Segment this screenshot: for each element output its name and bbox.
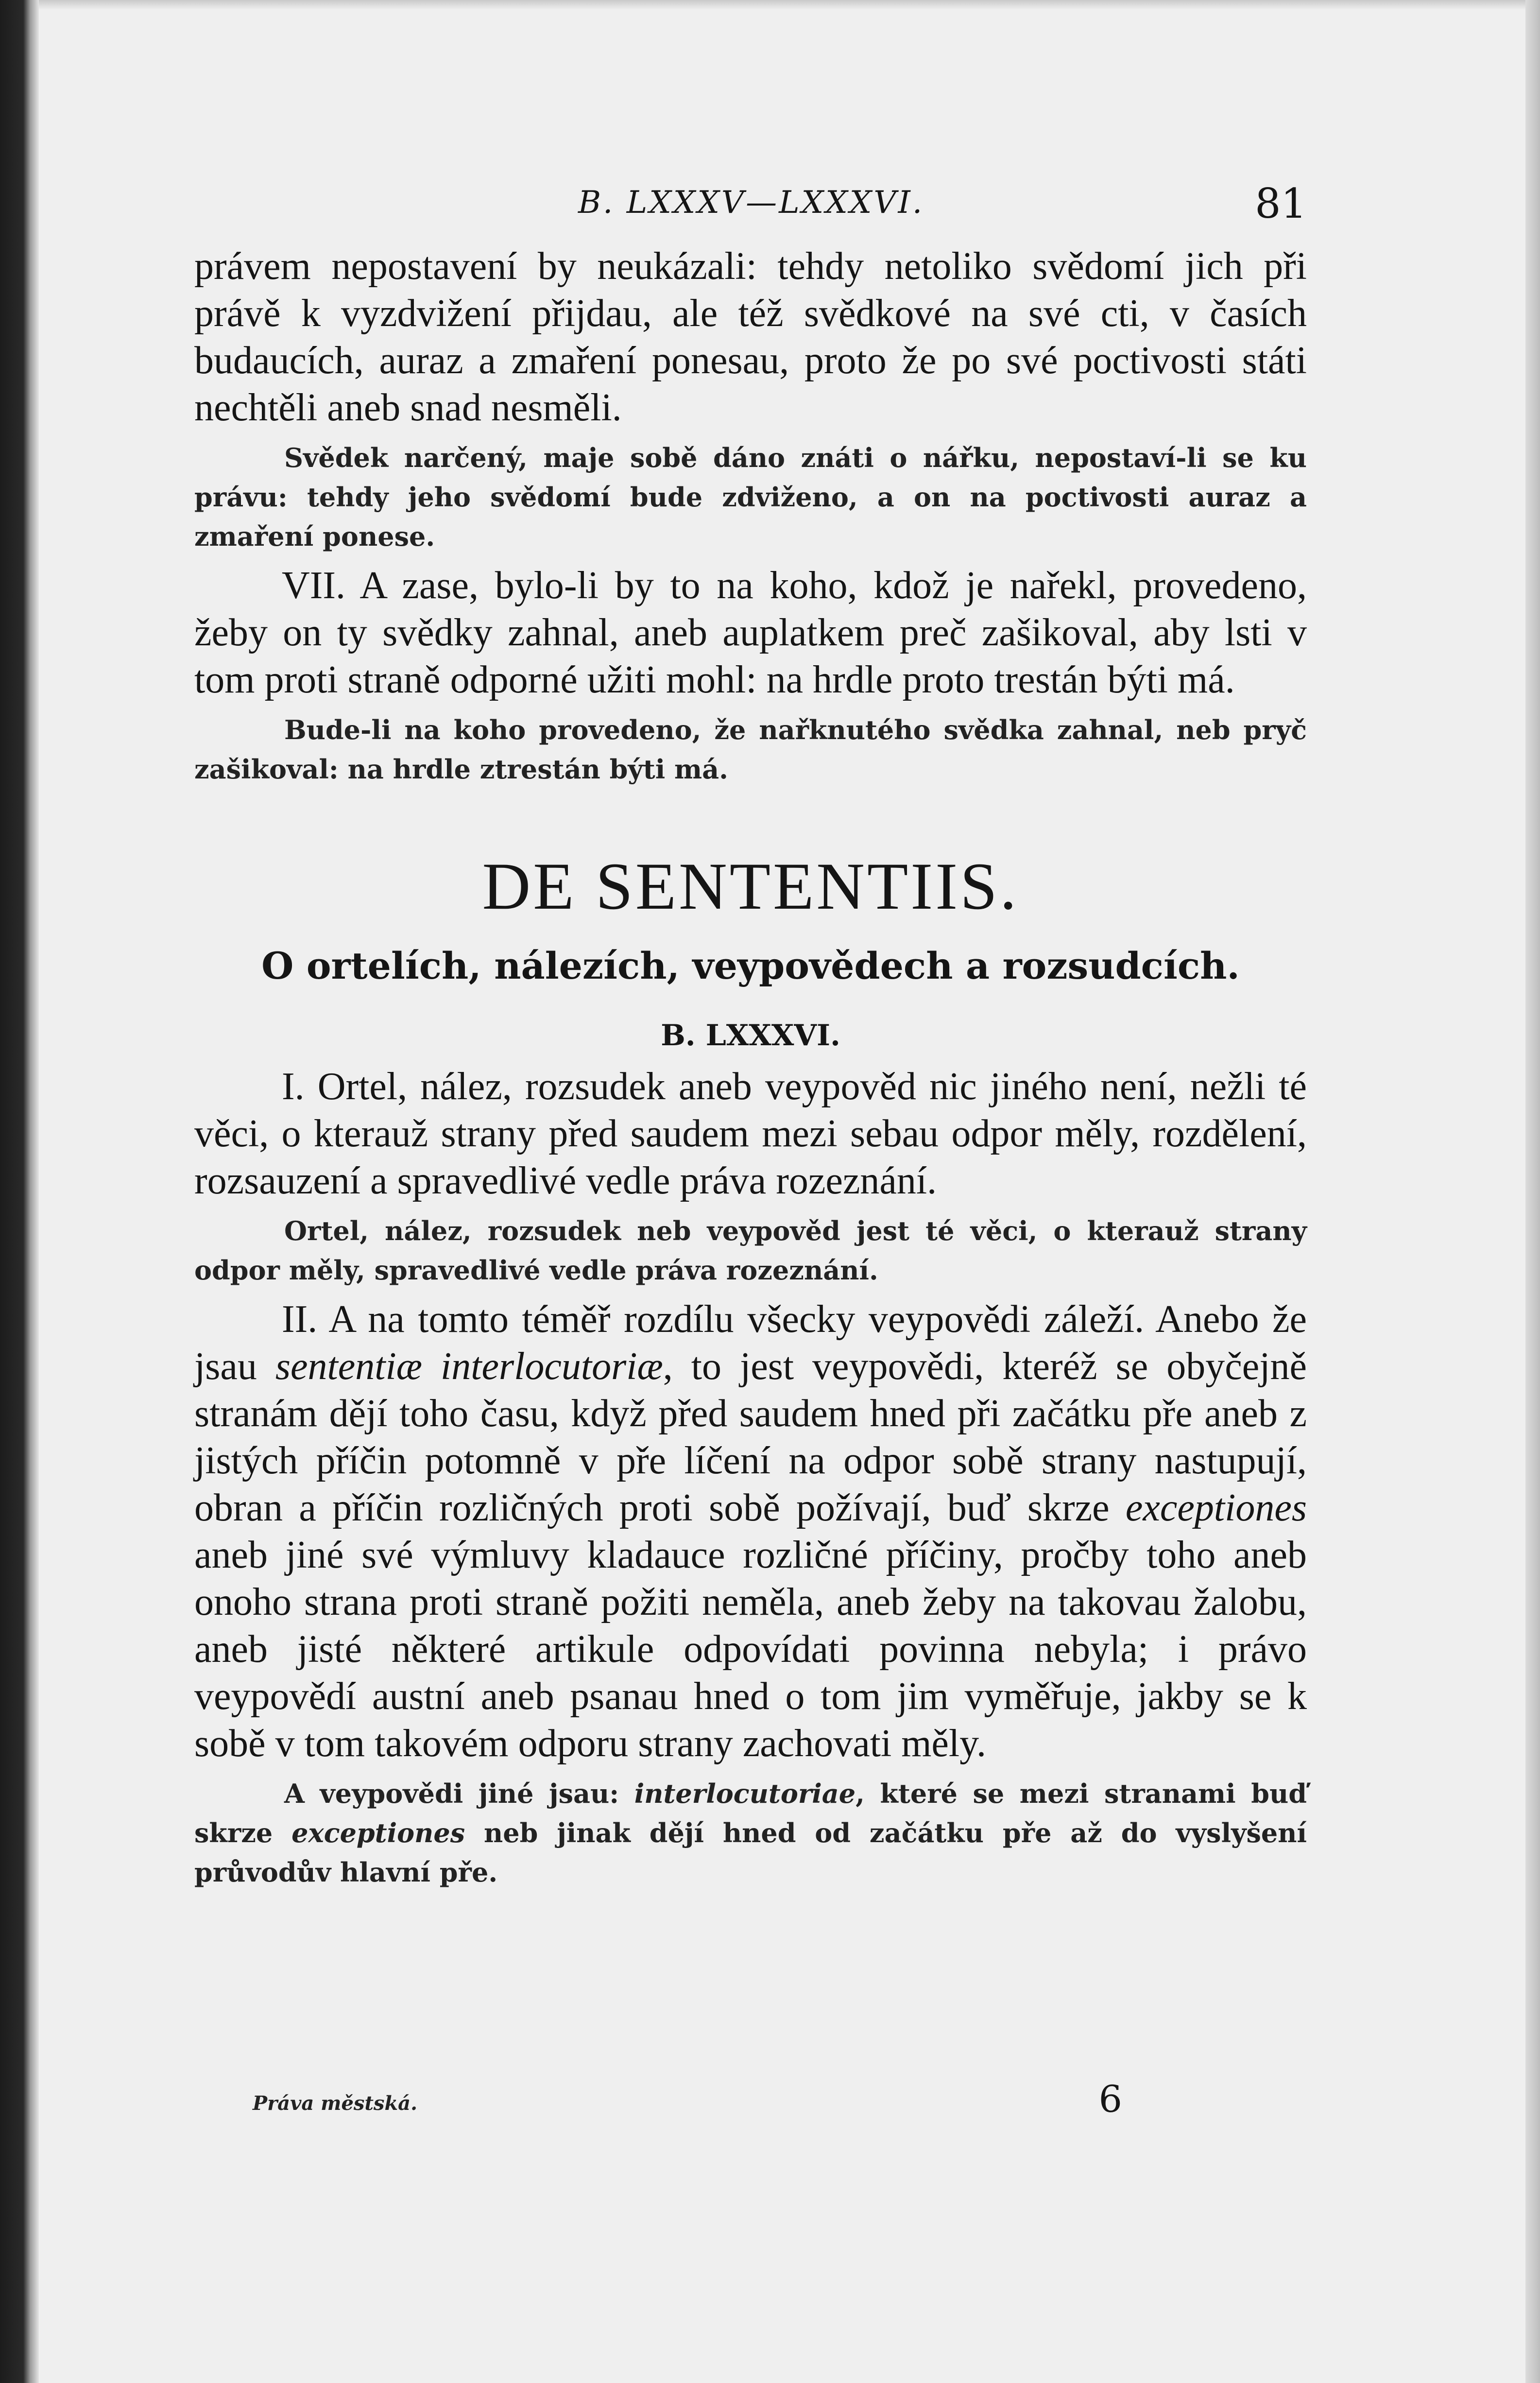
note4-latin-2: exceptiones	[291, 1817, 465, 1848]
note4-latin-1: interlocutoriae	[634, 1778, 856, 1809]
running-header	[194, 165, 1307, 243]
paragraph-i: I. Ortel, nález, rozsudek aneb veypověd nic jiného není, nežli té věci, o kterauž strany před saudem mezi sebau odpor měly, rozdělení, rozsauzení a spravedlivé vedle práva rozeznání.	[194, 1065, 1307, 1202]
book-page	[194, 165, 1307, 1892]
scan-top-edge	[0, 0, 1540, 10]
summary-note-4	[194, 1774, 1307, 1892]
signature-mark: Práva městská.	[253, 2092, 418, 2115]
page-number: 81	[1255, 180, 1307, 227]
summary-note-3: Ortel, nález, rozsudek neb veypověd jest té věci, o kterauž strany odpor měly, spravedlivé vedle práva rozeznání.	[194, 1215, 1307, 1286]
summary-note-1: Svědek narčený, maje sobě dáno znáti o nářku, nepostaví-li se ku právu: tehdy jeho svědomí bude zdviženo, a on na poctivosti auraz a zmaření ponese.	[194, 442, 1307, 552]
paragraph-ii-text-2: , to jest veypovědi, kteréž se obyčejně stranám dějí toho času, když před saudem hned při začátku pře aneb z jistých příčin potomně v pře líčení na odpor sobě strany nastupují, obran a příčin rozličných proti sobě požívají, buď skrze	[194, 1345, 1307, 1529]
latin-term-exceptiones: exceptiones	[1125, 1486, 1307, 1529]
section-reference: B. LXXXVI.	[661, 1019, 840, 1053]
summary-note-2: Bude-li na koho provedeno, že nařknutého svědka zahnal, neb pryč zašikoval: na hrdle ztrestán býti má.	[194, 714, 1307, 785]
paragraph-vii: VII. A zase, bylo-li by to na koho, kdož je nařekl, provedeno, žeby on ty svědky zahnal, aneb auplatkem preč zašikoval, aby lsti v tom proti straně odporné užiti mohl: na hrdle proto trestán býti má.	[194, 564, 1307, 701]
paragraph-ii-text-1: II. A na tomto téměř rozdílu všecky veypovědi záleží. Anebo že jsau	[194, 1298, 1307, 1388]
running-title: B. LXXXV—LXXXVI.	[578, 185, 924, 221]
sheet-number: 6	[1098, 2077, 1122, 2121]
section-title: DE SENTENTIIS.	[482, 849, 1019, 923]
paragraph-ii	[194, 1296, 1307, 1767]
note4-text-2: , které se mezi stranami buď skrze	[194, 1778, 1307, 1848]
paragraph-continuation: právem nepostavení by neukázali: tehdy netoliko svědomí jich při právě k vyzdvižení přijdau, ale též svědkové na své cti, v časích budaucích, auraz a zmaření ponesau, proto že po své poctivosti státi nechtěli aneb snad nesměli.	[194, 245, 1307, 429]
section-subtitle: O ortelích, nálezích, veypovědech a rozsudcích.	[261, 944, 1240, 987]
note4-text-3: neb jinak dějí hned od začátku pře až do vyslyšení průvodův hlavní pře.	[194, 1817, 1307, 1888]
paragraph-ii-text-3: aneb jiné své výmluvy kladauce rozličné příčiny, pročby toho aneb onoho strana proti straně požiti neměla, aneb žeby na takovau žalobu, aneb jisté některé artikule odpovídati povinna nebyla; i právo veypovědí austní aneb psanau hned o tom jim vyměřuje, jakby se k sobě v tom takovém odporu strany zachovati měly.	[194, 1534, 1307, 1765]
note4-text-1: A veypovědi jiné jsau:	[284, 1778, 634, 1809]
scan-left-edge	[0, 0, 39, 2383]
latin-term-interlocutoriae: sententiæ interlocutoriæ	[275, 1345, 663, 1388]
scan-right-edge	[1525, 0, 1540, 2383]
